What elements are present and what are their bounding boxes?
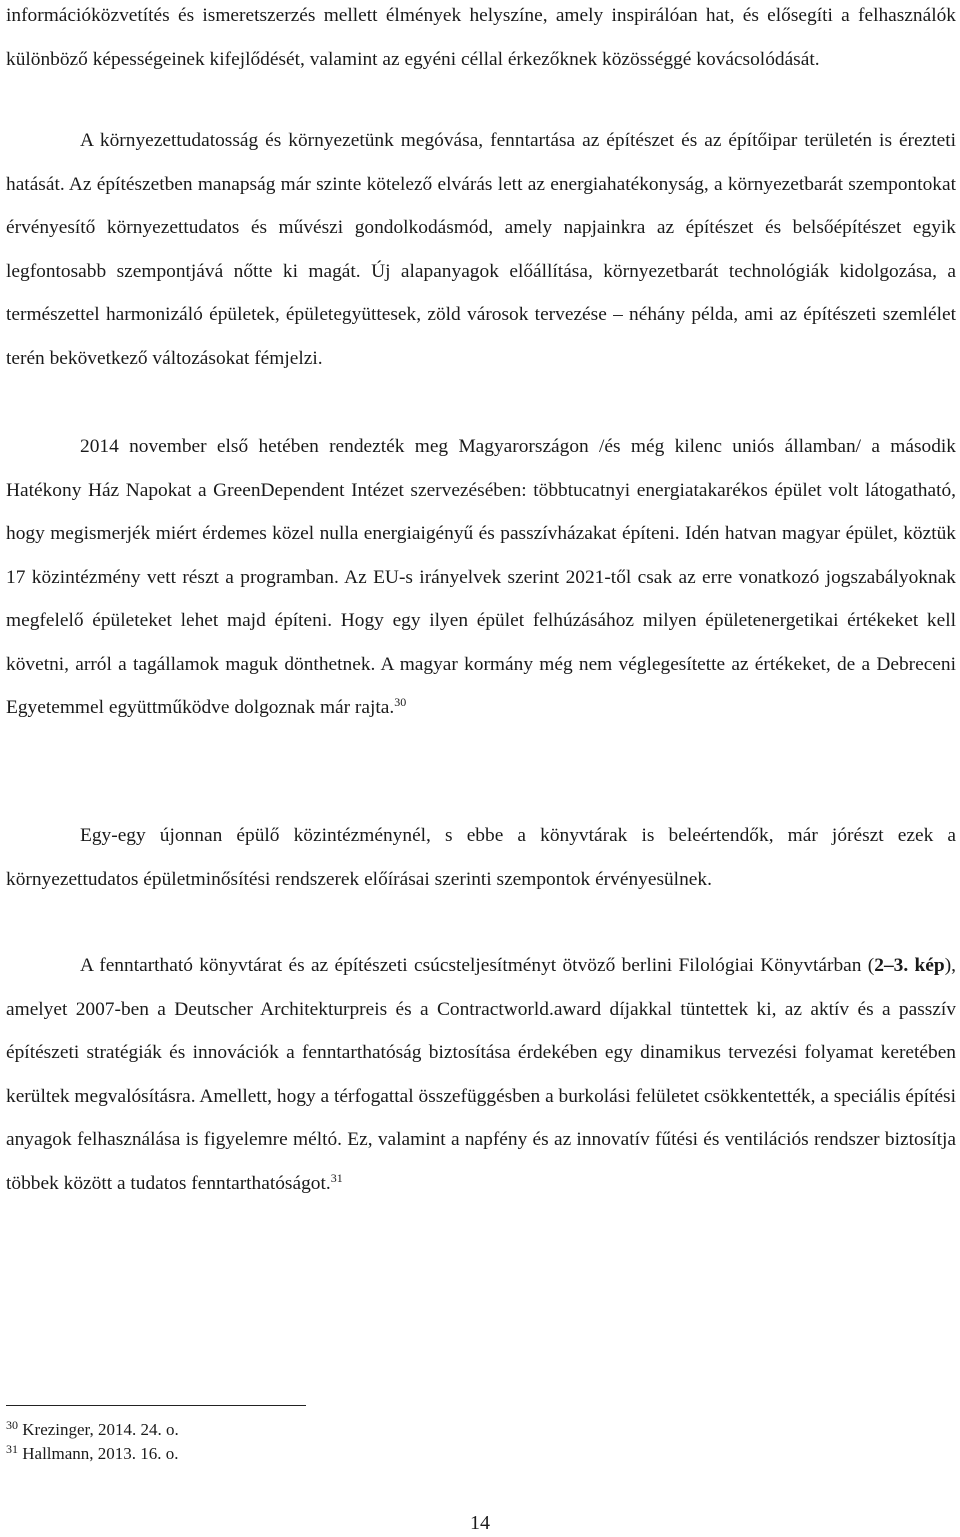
footnote-separator — [6, 1405, 306, 1406]
paragraph-5-text-after: ), amelyet 2007-ben a Deutscher Architekturpreis és a Contractworld.award díjakkal tüntettek ki, az aktív és a passzív építészeti stratégiák és innovációk a fenntarthatóság biztosítása érdekében egy dinamikus tervezési folyamat keretében kerültek megvalósításra. Amellett, hogy a térfogattal összefüggésben a burkolási felületet csökkentették, a speciális építési anyagok felhasználása is figyelemre méltó. Ez, valamint a napfény és az innovatív fűtési és ventilációs rendszer biztosítja többek között a tudatos fenntarthatóságot. — [6, 955, 956, 1194]
paragraph-5 — [6, 944, 956, 1205]
footnote-ref-30: 30 — [394, 695, 407, 709]
footnote-ref-31: 31 — [330, 1170, 343, 1185]
paragraph-1-text: információközvetítés és ismeretszerzés mellett élmények helyszíne, amely inspirálóan hat, és elősegíti a felhasználók különböző képességeinek kifejlődését, valamint az egyéni céllal érkezőknek közösséggé kovácsolódását. — [6, 5, 956, 70]
paragraph-2 — [6, 119, 956, 380]
figure-reference: 2–3. kép — [874, 955, 945, 976]
footnote-number: 31 — [6, 1442, 18, 1456]
paragraph-2-text: A környezettudatosság és környezetünk megóvása, fenntartása az építészet és az építőipar területén is érezteti hatását. Az építészetben manapság már szinte kötelező elvárás lett az energiahatékonyság, a környezetbarát szempontokat érvényesítő környezettudatos és művészi gondolkodásmód, amely napjainkra az építészet és belsőépítészet egyik legfontosabb szempontjává nőtte ki magát. Új alapanyagok előállítása, környezetbarát technológiák kidolgozása, a természettel harmonizáló épületek, épületegyüttesek, zöld városok tervezése – néhány példa, ami az építészeti szemlélet terén bekövetkező változásokat fémjelzi. — [6, 130, 956, 369]
footnote-text: Hallmann, 2013. 16. o. — [22, 1444, 179, 1463]
footnote-number: 30 — [6, 1418, 18, 1432]
footnote-text: Krezinger, 2014. 24. o. — [22, 1420, 179, 1439]
footnote-31 — [6, 1443, 179, 1465]
paragraph-3-text: 2014 november első hetében rendezték meg Magyarországon /és még kilenc uniós államban/ a második Hatékony Ház Napokat a GreenDependent Intézet szervezésében: többtucatnyi energiatakarékos épület volt látogatható, hogy megismerjék miért érdemes közel nulla energiaigényű és passzívházakat építeni. Idén hatvan magyar épület, köztük 17 közintézmény vett részt a programban. Az EU-s irányelvek szerint 2021-től csak az erre vonatkozó jogszabályoknak megfelelő épületeket lehet majd építeni. Hogy egy ilyen épület felhúzásához milyen épületenergetikai értékeket kell követni, arról a tagállamok maguk dönthetnek. A magyar kormány még nem véglegesítette az értékeket, de a Debreceni Egyetemmel együttműködve dolgoznak már rajta. — [6, 436, 956, 718]
paragraph-1 — [6, 0, 956, 81]
page-number: 14 — [470, 1512, 490, 1534]
paragraph-4-text: Egy-egy újonnan épülő közintézménynél, s ebbe a könyvtárak is beleértendők, már jórészt ezek a környezettudatos épületminősítési rendszerek előírásai szerinti szempontok érvényesülnek. — [6, 825, 956, 890]
paragraph-3 — [6, 425, 956, 730]
footnote-30 — [6, 1419, 179, 1441]
paragraph-4 — [6, 814, 956, 901]
paragraph-5-text-before: A fenntartható könyvtárat és az építészeti csúcsteljesítményt ötvöző berlini Filológiai Könyvtárban ( — [80, 955, 875, 976]
